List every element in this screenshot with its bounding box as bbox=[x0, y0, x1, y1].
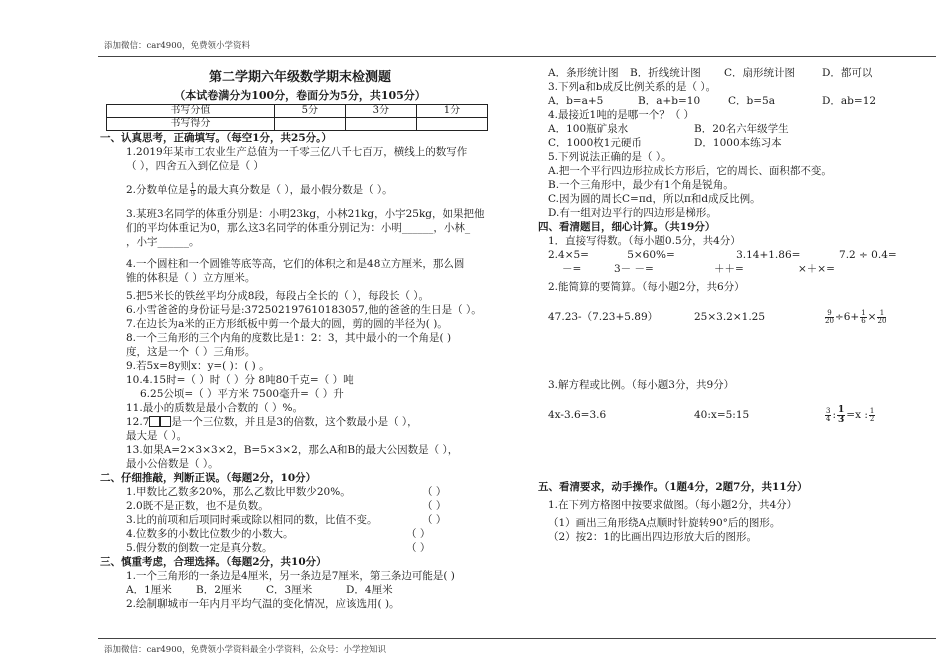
s1-q10-line2: 6.25公顷=（ ）平方米 7500毫升=（ ）升 bbox=[140, 388, 344, 400]
answer-paren[interactable]: （ ） bbox=[406, 542, 431, 554]
s3-q1-options bbox=[100, 583, 500, 597]
option[interactable]: B．20名六年级学生 bbox=[694, 123, 789, 135]
s1-q8-line2: 度，这是一个（ ）三角形。 bbox=[126, 346, 256, 358]
digit-box[interactable] bbox=[160, 416, 171, 427]
s4-q2-items bbox=[538, 306, 938, 328]
s4-q1-items-row2 bbox=[538, 262, 938, 276]
s1-q7: 7.在边长为a米的正方形纸板中剪一个最大的圆，剪的圆的半径为( )。 bbox=[126, 318, 448, 330]
s3-q3-options bbox=[538, 94, 938, 108]
option[interactable]: C．b=5a bbox=[728, 95, 775, 107]
s1-q11: 11.最小的质数是最小合数的（ ）%。 bbox=[126, 402, 304, 414]
s1-q10-line1: 10.4.15时=（ ）时（ ）分 8吨80千克=（ ）吨 bbox=[126, 374, 354, 386]
s1-q13-line2: 最小公倍数是（ ）。 bbox=[126, 458, 219, 470]
calc-item: 40:x=5:15 bbox=[694, 409, 750, 421]
s5-q1b: （2）按2：1的比画出四边形放大后的图形。 bbox=[548, 531, 758, 543]
option[interactable]: D．4厘米 bbox=[346, 584, 393, 596]
s1-q1-line2: （ ），四舍五入到亿位是（ ） bbox=[126, 160, 264, 172]
footer-divider bbox=[98, 638, 936, 639]
option[interactable]: D．ab=12 bbox=[822, 95, 877, 107]
option[interactable]: A．1厘米 bbox=[126, 584, 172, 596]
calc-item: 3.14+1.86= bbox=[736, 249, 801, 261]
s4-q3: 3.解方程或比例。（每小题3分，共9分） bbox=[548, 379, 735, 391]
option[interactable]: D．都可以 bbox=[822, 67, 873, 79]
footer-note: 添加微信：car4900，免费领小学资料最全小学资料，公众号：小学控知识 bbox=[104, 645, 387, 655]
s3-q4: 4.最接近1吨的是哪一个？（ ） bbox=[548, 109, 695, 121]
s2-q3: 3.比的前项和后项同时乘或除以相同的数，比值不变。 （ ） bbox=[126, 514, 447, 526]
score-cell: 5分 bbox=[274, 105, 345, 118]
s1-q4-line1: 4.一个圆柱和一个圆锥等底等高，它们的体积之和是48立方厘米，那么圆 bbox=[126, 258, 465, 270]
s4-q3-items bbox=[538, 404, 938, 426]
option[interactable]: A．条形统计图 bbox=[548, 67, 619, 79]
calc-item: 2.4×5= bbox=[548, 249, 589, 261]
s3-q4-options-row2 bbox=[538, 136, 938, 150]
option[interactable]: B．2厘米 bbox=[196, 584, 242, 596]
s1-q3-line1: 3.某班3名同学的体重分别是：小明23kg，小林21kg，小宇25kg，如果把他 bbox=[126, 208, 485, 220]
calc-item: 5×60%= bbox=[627, 249, 675, 261]
s1-q13-line1: 13.如果A=2×3×3×2，B=5×3×2，那么A和B的最大公因数是（ ）， bbox=[126, 444, 459, 456]
s1-q5: 5.把5米长的铁丝平均分成8段，每段占全长的（ ），每段长（ ）。 bbox=[126, 290, 430, 302]
s1-q4-line2: 锥的体积是（ ）立方厘米。 bbox=[126, 272, 256, 284]
s2-q2: 2.0既不是正数，也不是负数。 （ ） bbox=[126, 500, 447, 512]
score-input-cell[interactable] bbox=[274, 118, 345, 131]
s1-q6: 6.小雪爸爸的身份证号是:372502197610183057,他的爸爸的生日是（ ）。 bbox=[126, 304, 482, 316]
option[interactable]: B.一个三角形中，最少有1个角是锐角。 bbox=[548, 179, 734, 191]
score-cell: 1分 bbox=[416, 105, 487, 118]
s1-q3-line3: ，小宇______。 bbox=[126, 236, 200, 248]
option[interactable]: A．100瓶矿泉水 bbox=[548, 123, 629, 135]
s2-q1: 1.甲数比乙数多20%，那么乙数比甲数少20%。 （ ） bbox=[126, 486, 447, 498]
s1-q9: 9.若5x=8y则x：y=( )：( ) 。 bbox=[126, 360, 270, 372]
s1-q3-line2: 们的平均体重记为0，那么这3名同学的体重分别记为：小明______，小林_ bbox=[126, 222, 471, 234]
calc-item: 47.23-（7.23+5.89） bbox=[548, 311, 659, 323]
right-column bbox=[538, 66, 938, 544]
option[interactable]: C．3厘米 bbox=[266, 584, 313, 596]
option[interactable]: C．扇形统计图 bbox=[724, 67, 796, 79]
score-row-values bbox=[107, 105, 488, 118]
option[interactable]: A.把一个平行四边形拉成长方形后，它的周长、面积都不变。 bbox=[548, 165, 832, 177]
calc-item: $\frac{3}{4}$ : $\frac{1}{3}$ =x : $\frac{1}{2}$ bbox=[826, 404, 875, 425]
section-3-heading: 三、慎重考虑，合理选择。（每题2分，共10分） bbox=[100, 556, 327, 568]
section-1-heading: 一、认真思考，正确填写。（每空1分，共25分。） bbox=[100, 132, 332, 144]
s2-q4: 4.位数多的小数比位数少的小数大。 （ ） bbox=[126, 528, 431, 540]
calc-item: －= bbox=[562, 263, 582, 275]
option[interactable]: B．折线统计图 bbox=[630, 67, 701, 79]
section-5-heading: 五、看清要求，动手操作。（1题4分，2题7分，共11分） bbox=[538, 481, 808, 493]
score-cell: 书写分值 bbox=[107, 105, 275, 118]
option[interactable]: B．a+b=10 bbox=[638, 95, 701, 107]
score-input-cell[interactable] bbox=[345, 118, 416, 131]
calc-item: 25×3.2×1.25 bbox=[694, 311, 766, 323]
header-note: 添加微信：car4900，免费领小学资料 bbox=[104, 41, 251, 51]
s3-q3: 3.下列a和b成反比例关系的是（ ）。 bbox=[548, 81, 717, 93]
answer-paren[interactable]: （ ） bbox=[422, 486, 447, 498]
score-cell: 书写得分 bbox=[107, 118, 275, 131]
calc-item: 4x-3.6=3.6 bbox=[548, 409, 607, 421]
s1-q1-line1: 1.2019年某市工农业生产总值为一千零三亿八千七百万，横线上的数写作 bbox=[126, 146, 468, 158]
answer-paren[interactable]: （ ） bbox=[422, 500, 447, 512]
score-cell: 3分 bbox=[345, 105, 416, 118]
score-input-cell[interactable] bbox=[416, 118, 487, 131]
calc-item: 3－ －= bbox=[614, 263, 654, 275]
digit-box[interactable] bbox=[149, 416, 160, 427]
s3-q2: 2.绘制聊城市一年内月平均气温的变化情况，应该选用( )。 bbox=[126, 598, 400, 610]
option[interactable]: C.因为圆的周长C=πd，所以π和d成反比例。 bbox=[548, 193, 761, 205]
score-table bbox=[106, 104, 488, 131]
exam-subtitle: （本试卷满分为100分，卷面分为5分，共105分） bbox=[174, 89, 426, 102]
s3-q2-options bbox=[538, 66, 938, 80]
fraction: $\frac{1}{9}$ bbox=[190, 181, 195, 198]
option[interactable]: C．1000枚1元硬币 bbox=[548, 137, 642, 149]
s3-q4-options-row1 bbox=[538, 122, 938, 136]
calc-item: 7.2 ÷ 0.4= bbox=[839, 249, 897, 261]
option[interactable]: D．1000本练习本 bbox=[694, 137, 782, 149]
s3-q5: 5.下列说法正确的是（ ）。 bbox=[548, 151, 672, 163]
section-4-heading: 四、看清题目，细心计算。（共19分） bbox=[538, 221, 716, 233]
s1-q12-line2: 最大是（ ）。 bbox=[126, 430, 188, 442]
left-column bbox=[100, 62, 500, 611]
s5-q1a: （1）画出三角形绕A点顺时针旋转90°后的图形。 bbox=[548, 517, 781, 529]
answer-paren[interactable]: （ ） bbox=[422, 514, 447, 526]
s1-q8-line1: 8.一个三角形的三个内角的度数比是1：2：3，其中最小的一个角是( ) bbox=[126, 332, 452, 344]
score-row-earned bbox=[107, 118, 488, 131]
s5-q1: 1.在下列方格图中按要求做图。（每小题2分，共4分） bbox=[548, 499, 798, 511]
answer-paren[interactable]: （ ） bbox=[406, 528, 431, 540]
section-2-heading: 二、仔细推敲，判断正误。（每题2分，10分） bbox=[100, 472, 317, 484]
s2-q5: 5.假分数的倒数一定是真分数。 （ ） bbox=[126, 542, 431, 554]
calc-item: ×＋×= bbox=[798, 263, 835, 275]
s3-q1: 1.一个三角形的一条边是4厘米，另一条边是7厘米，第三条边可能是( ) bbox=[126, 570, 455, 582]
s4-q1-items bbox=[538, 248, 938, 262]
s4-q2: 2.能简算的要简算。（每小题2分，共6分） bbox=[548, 281, 745, 293]
s1-q2: 2.分数单位是 $\frac{1}{9}$ 的最大真分数是（ ），最小假分数是（ ）。 bbox=[126, 181, 393, 198]
header-divider bbox=[98, 56, 936, 57]
calc-item: ＋＋= bbox=[714, 263, 744, 275]
s4-q1: 1．直接写得数。（每小题0.5分，共4分） bbox=[548, 235, 741, 247]
s1-q12-line1: 12.7 是一个三位数，并且是3的倍数，这个数最小是（ ）， bbox=[126, 416, 418, 428]
calc-item: $\frac{9}{20}$ ÷6+ $\frac{1}{6}$ × $\frac{1}{20}$ bbox=[825, 308, 887, 325]
option[interactable]: D.有一组对边平行的四边形是梯形。 bbox=[548, 207, 717, 219]
option[interactable]: A．b=a+5 bbox=[548, 95, 604, 107]
exam-title: 第二学期六年级数学期末检测题 bbox=[208, 70, 391, 85]
